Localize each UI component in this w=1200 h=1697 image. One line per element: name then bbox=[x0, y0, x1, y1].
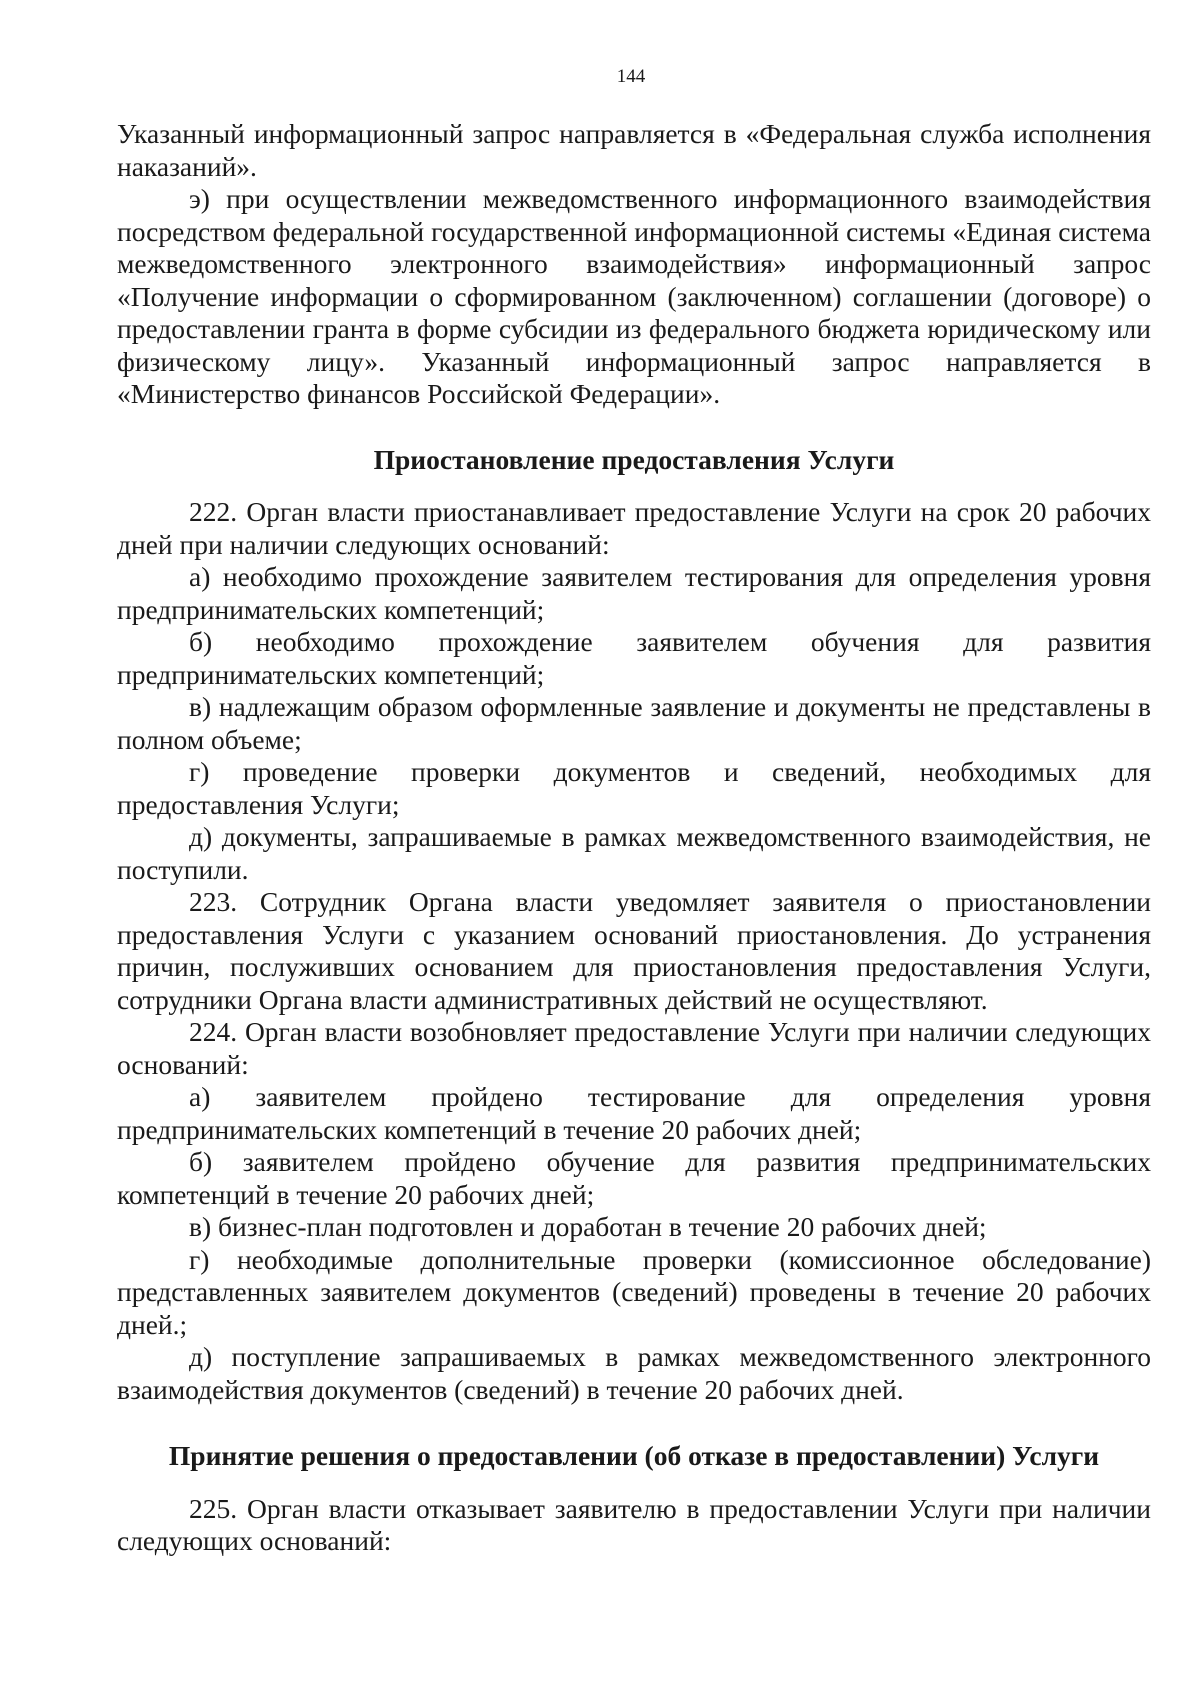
paragraph-continuation: Указанный информационный запрос направляется в «Федеральная служба исполнения наказаний». bbox=[117, 118, 1151, 182]
paragraph-224-a: а) заявителем пройдено тестирование для определения уровня предпринимательских компетенций в течение 20 рабочих дней; bbox=[117, 1081, 1151, 1145]
paragraph-item-e: э) при осуществлении межведомственного информационного взаимодействия посредством федеральной государственной информационной системы «Единая система межведомственного электронного взаимодействия» информационный запрос «Получение информации о сформированном (заключенном) соглашении (договоре) о предоставлении гранта в форме субсидии из федерального бюджета юридическому или физическому лицу». Указанный информационный запрос направляется в «Министерство финансов Российской Федерации». bbox=[117, 183, 1151, 409]
page-number: 144 bbox=[616, 66, 646, 87]
paragraph-224-g: г) необходимые дополнительные проверки (комиссионное обследование) представленных заявителем документов (сведений) проведены в течение 20 рабочих дней.; bbox=[117, 1243, 1151, 1340]
paragraph-224-b: б) заявителем пройдено обучение для развития предпринимательских компетенций в течение 20 рабочих дней; bbox=[117, 1146, 1151, 1210]
paragraph-222-g: г) проведение проверки документов и сведений, необходимых для предоставления Услуги; bbox=[117, 756, 1151, 820]
paragraph-224: 224. Орган власти возобновляет предоставление Услуги при наличии следующих оснований: bbox=[117, 1016, 1151, 1080]
paragraph-225: 225. Орган власти отказывает заявителю в предоставлении Услуги при наличии следующих оснований: bbox=[117, 1492, 1151, 1556]
paragraph-222-a: а) необходимо прохождение заявителем тестирования для определения уровня предпринимательских компетенций; bbox=[117, 561, 1151, 625]
paragraph-224-v: в) бизнес-план подготовлен и доработан в течение 20 рабочих дней; bbox=[189, 1211, 987, 1242]
paragraph-222-v: в) надлежащим образом оформленные заявление и документы не представлены в полном объеме; bbox=[117, 691, 1151, 755]
paragraph-222-d: д) документы, запрашиваемые в рамках межведомственного взаимодействия, не поступили. bbox=[117, 821, 1151, 885]
section-heading-suspension: Приостановление предоставления Услуги bbox=[373, 443, 895, 475]
paragraph-222: 222. Орган власти приостанавливает предоставление Услуги на срок 20 рабочих дней при наличии следующих оснований: bbox=[117, 496, 1151, 560]
paragraph-223: 223. Сотрудник Органа власти уведомляет заявителя о приостановлении предоставления Услуги с указанием оснований приостановления. До устранения причин, послуживших основанием для приостановления предоставления Услуги, сотрудники Органа власти административных действий не осуществляют. bbox=[117, 886, 1151, 1015]
paragraph-224-d: д) поступление запрашиваемых в рамках межведомственного электронного взаимодействия документов (сведений) в течение 20 рабочих дней. bbox=[117, 1341, 1151, 1405]
document-body bbox=[117, 118, 1151, 1558]
paragraph-222-b: б) необходимо прохождение заявителем обучения для развития предпринимательских компетенций; bbox=[117, 626, 1151, 690]
section-heading-decision: Принятие решения о предоставлении (об отказе в предоставлении) Услуги bbox=[168, 1440, 1100, 1471]
